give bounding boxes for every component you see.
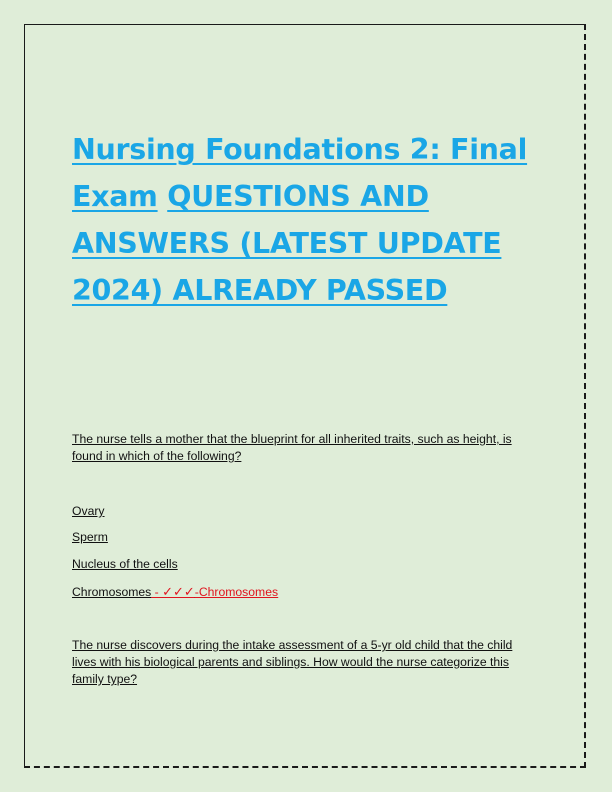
question-2-text: The nurse discovers during the intake assessment of a 5-yr old child that the child lives with his biological parents and siblings. How would the nurse categorize this family type?	[72, 638, 513, 686]
question-1-option-1: Ovary	[72, 504, 105, 518]
question-1-option-4-label: Chromosomes	[72, 585, 152, 599]
answer-text: -Chromosomes	[194, 585, 279, 599]
document-title	[72, 126, 542, 314]
question-1-option-2: Sperm	[72, 530, 108, 544]
title-part-1: Nursing Foundations 2: Final Exam	[72, 133, 528, 213]
title-part-2: QUESTIONS AND ANSWERS (LATEST UPDATE 2024) ALREADY PASSED	[72, 180, 502, 307]
answer-separator: -	[151, 585, 163, 599]
question-1-option-3: Nucleus of the cells	[72, 557, 178, 571]
question-1-option-4	[72, 584, 278, 601]
check-marks-icon: ✓✓✓	[162, 585, 195, 600]
question-1-text: The nurse tells a mother that the blueprint for all inherited traits, such as height, is found in which of the following?	[72, 432, 512, 463]
